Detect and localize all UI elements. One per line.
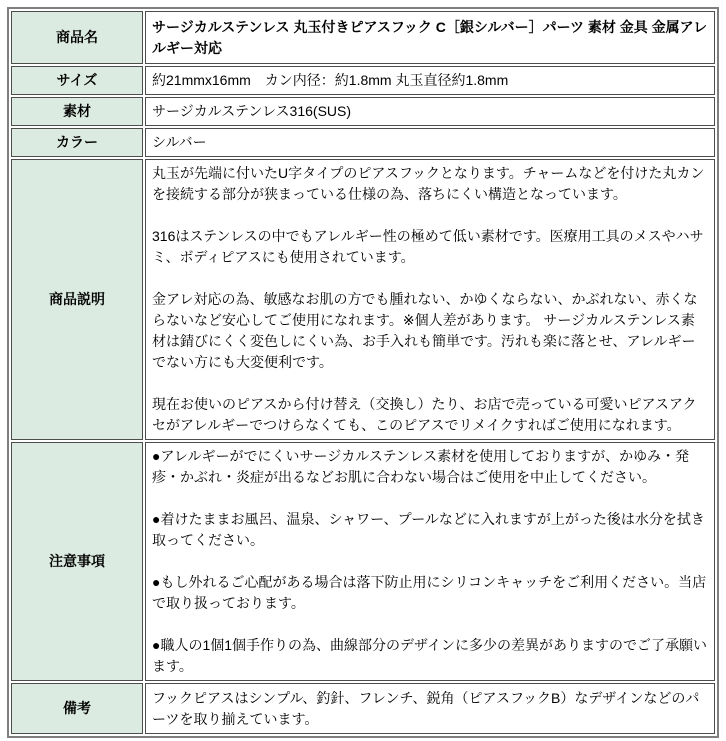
row-value-size [145, 66, 715, 95]
table-row-remarks [11, 683, 715, 734]
product-name-text: サージカルステンレス 丸玉付きピアスフック C［銀シルバー］パーツ 素材 金具 金属アレルギー対応 [152, 18, 708, 56]
row-label-description: 商品説明 [11, 159, 143, 440]
caution-item: ●アレルギーがでにくいサージカルステンレス素材を使用しておりますが、かゆみ・発疹・かぶれ・炎症が出るなどお肌に合わない場合はご使用を中止してください。 [152, 448, 690, 485]
product-spec-table [7, 7, 719, 738]
table-row-description [11, 159, 715, 440]
row-value-product-name [145, 11, 715, 64]
table-row-product-name [11, 11, 715, 64]
size-text: 約21mmx16mm カン内径：約1.8mm 丸玉直径約1.8mm [152, 72, 509, 88]
row-value-remarks [145, 683, 715, 734]
caution-item: ●もし外れるご心配がある場合は落下防止用にシリコンキャッチをご利用ください。当店で取り扱っております。 [152, 574, 707, 611]
row-label-product-name: 商品名 [11, 11, 143, 64]
row-value-material [145, 97, 715, 126]
row-label-remarks: 備考 [11, 683, 143, 734]
description-paragraph: 丸玉が先端に付いたU字タイプのピアスフックとなります。チャームなどを付けた丸カンを接続する部分が狭まっている仕様の為、落ちにくい構造となっています。 [152, 165, 705, 202]
row-label-color: カラー [11, 128, 143, 157]
row-label-size: サイズ [11, 66, 143, 95]
row-value-description [145, 159, 715, 440]
table-row-cautions [11, 442, 715, 681]
table-row-size [11, 66, 715, 95]
caution-item: ●着けたままお風呂、温泉、シャワー、プールなどに入れますが上がった後は水分を拭き取ってください。 [152, 511, 705, 548]
row-label-material: 素材 [11, 97, 143, 126]
table-row-material [11, 97, 715, 126]
material-text: サージカルステンレス316(SUS) [152, 103, 352, 119]
row-label-cautions: 注意事項 [11, 442, 143, 681]
description-paragraph: 現在お使いのピアスから付け替え（交換し）たり、お店で売っている可愛いピアスアクセがアレルギーでつけらなくても、このピアスでリメイクすればご使用になれます。 [152, 396, 697, 433]
description-paragraph: 金アレ対応の為、敏感なお肌の方でも腫れない、かゆくならない、かぶれない、赤くならないなど安心してご使用になれます。※個人差があります。 サージカルステンレス素材は錆びにくく変色しにくい為、お手入れも簡単です。汚れも楽に落とせ、アレルギーでない方にも大変便利です。 [152, 291, 698, 370]
description-paragraph: 316はステンレスの中でもアレルギー性の極めて低い素材です。医療用工具のメスやハサミ、ボディピアスにも使用されています。 [152, 228, 704, 265]
caution-item: ●職人の1個1個手作りの為、曲線部分のデザインに多少の差異がありますのでご了承願います。 [152, 637, 708, 674]
table-row-color [11, 128, 715, 157]
row-value-cautions [145, 442, 715, 681]
remarks-text: フックピアスはシンプル、釣針、フレンチ、鋭角（ピアスフックB）なデザインなどのパーツを取り揃えています。 [152, 689, 700, 727]
color-text: シルバー [152, 134, 207, 150]
row-value-color [145, 128, 715, 157]
